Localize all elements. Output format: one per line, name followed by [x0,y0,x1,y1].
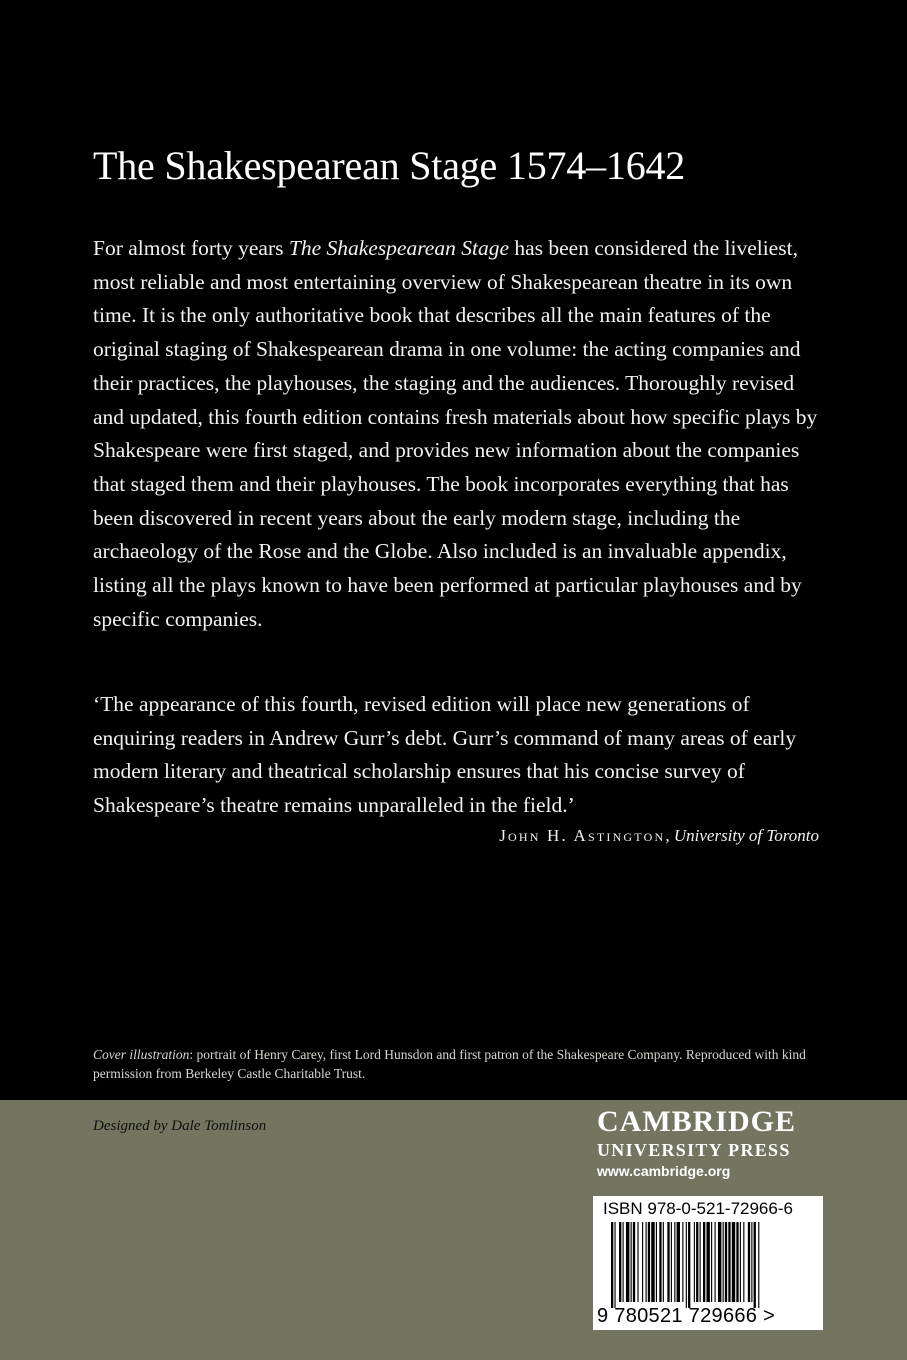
barcode-bar [694,1222,695,1302]
barcode-bar [677,1222,680,1302]
publisher-band [0,1100,907,1360]
barcode-bar [736,1222,738,1302]
barcode-bar [718,1222,721,1302]
barcode-bar [637,1222,638,1302]
barcode-bar [651,1222,654,1302]
barcode-bar [671,1222,672,1302]
quote-affiliation: University of Toronto [673,826,819,845]
barcode-bar [623,1222,624,1302]
publisher-sub: UNIVERSITY PRESS [597,1140,791,1160]
barcode-bar [659,1222,661,1302]
barcode-bar [631,1222,632,1302]
barcode-bar [611,1222,613,1308]
barcode-bar [663,1222,664,1302]
barcode-bar [751,1222,752,1302]
barcode-bar [743,1222,744,1302]
barcode-bar [674,1222,675,1302]
review-quote: ‘The appearance of this fourth, revised edition will place new generations of enquiring readers in Andrew Gurr’s debt. Gurr’s command of many areas of early modern literary and theatrical scholarship ensures that his concise survey of Shakespeare’s theatre remains unparalleled in the field.’ [93,692,797,818]
barcode-bar [711,1222,712,1302]
barcode-bar [648,1222,650,1302]
description-paragraph [93,232,825,636]
barcode-bar [728,1222,730,1302]
blurb-lead: For almost forty years [93,236,289,260]
cover-credit-text: : portrait of Henry Carey, first Lord Hunsdon and first patron of the Shakespeare Company. Reproduced with kind permission from Berkeley Castle Charitable Trust. [93,1047,806,1081]
barcode-bar [682,1222,683,1302]
barcode-bar [758,1222,759,1308]
barcode-bar [686,1222,687,1308]
barcode-bar [740,1222,741,1302]
barcode-bar [723,1222,724,1302]
designer-credit: Designed by Dale Tomlinson [93,1118,267,1134]
blurb-body: has been considered the liveliest, most reliable and most entertaining overview of Shakespearean theatre in its own time. It is the only authoritative book that describes all the main features of the original staging of Shakespearean drama in one volume: the acting companies and their practices, the playhouses, the staging and the audiences. Thoroughly revised and updated, this fourth edition contains fresh materials about how specific plays by Shakespeare were first staged, and provides new information about the companies that staged them and their playhouses. The book incorporates everything that has been discovered in recent years about the early modern stage, including the archaeology of the Rose and the Globe. Also included is an invaluable appendix, listing all the plays known to have been performed at particular playhouses and by specific companies. [93,236,818,631]
barcode-bar [614,1222,615,1308]
publisher-logo [597,1104,825,1182]
blurb-book-title: The Shakespearean Stage [288,236,509,260]
barcode-bar [633,1222,635,1302]
barcode-area [593,1196,823,1330]
cover-credit-label: Cover illustration [93,1047,190,1062]
barcode-bar [642,1222,643,1302]
quote-author: John H. Astington [499,826,666,845]
barcode-bar [667,1222,669,1302]
barcode-bar [703,1222,705,1302]
barcode-bar [626,1222,629,1302]
barcode-bar [656,1222,657,1302]
barcode-bar [619,1222,621,1302]
barcode-bar [748,1222,750,1302]
publisher-url: www.cambridge.org [597,1163,731,1179]
barcode-bar [732,1222,735,1302]
barcode-bar [725,1222,727,1302]
isbn-label: ISBN 978-0-521-72966-6 [603,1199,793,1218]
publisher-name: CAMBRIDGE [597,1105,797,1138]
barcode-bar [696,1222,698,1302]
quote-attribution: John H. Astington, University of Toronto [499,826,819,845]
barcode-bar [715,1222,716,1302]
barcode-bar [754,1222,756,1308]
barcode-bar [646,1222,647,1302]
book-title: The Shakespearean Stage 1574–1642 [93,143,686,188]
barcode-bar [688,1222,690,1308]
barcode-number: 9 780521 729666 > [597,1305,776,1327]
barcode-bar [706,1222,709,1302]
barcode-bar [700,1222,701,1302]
cover-credit [93,1046,823,1083]
